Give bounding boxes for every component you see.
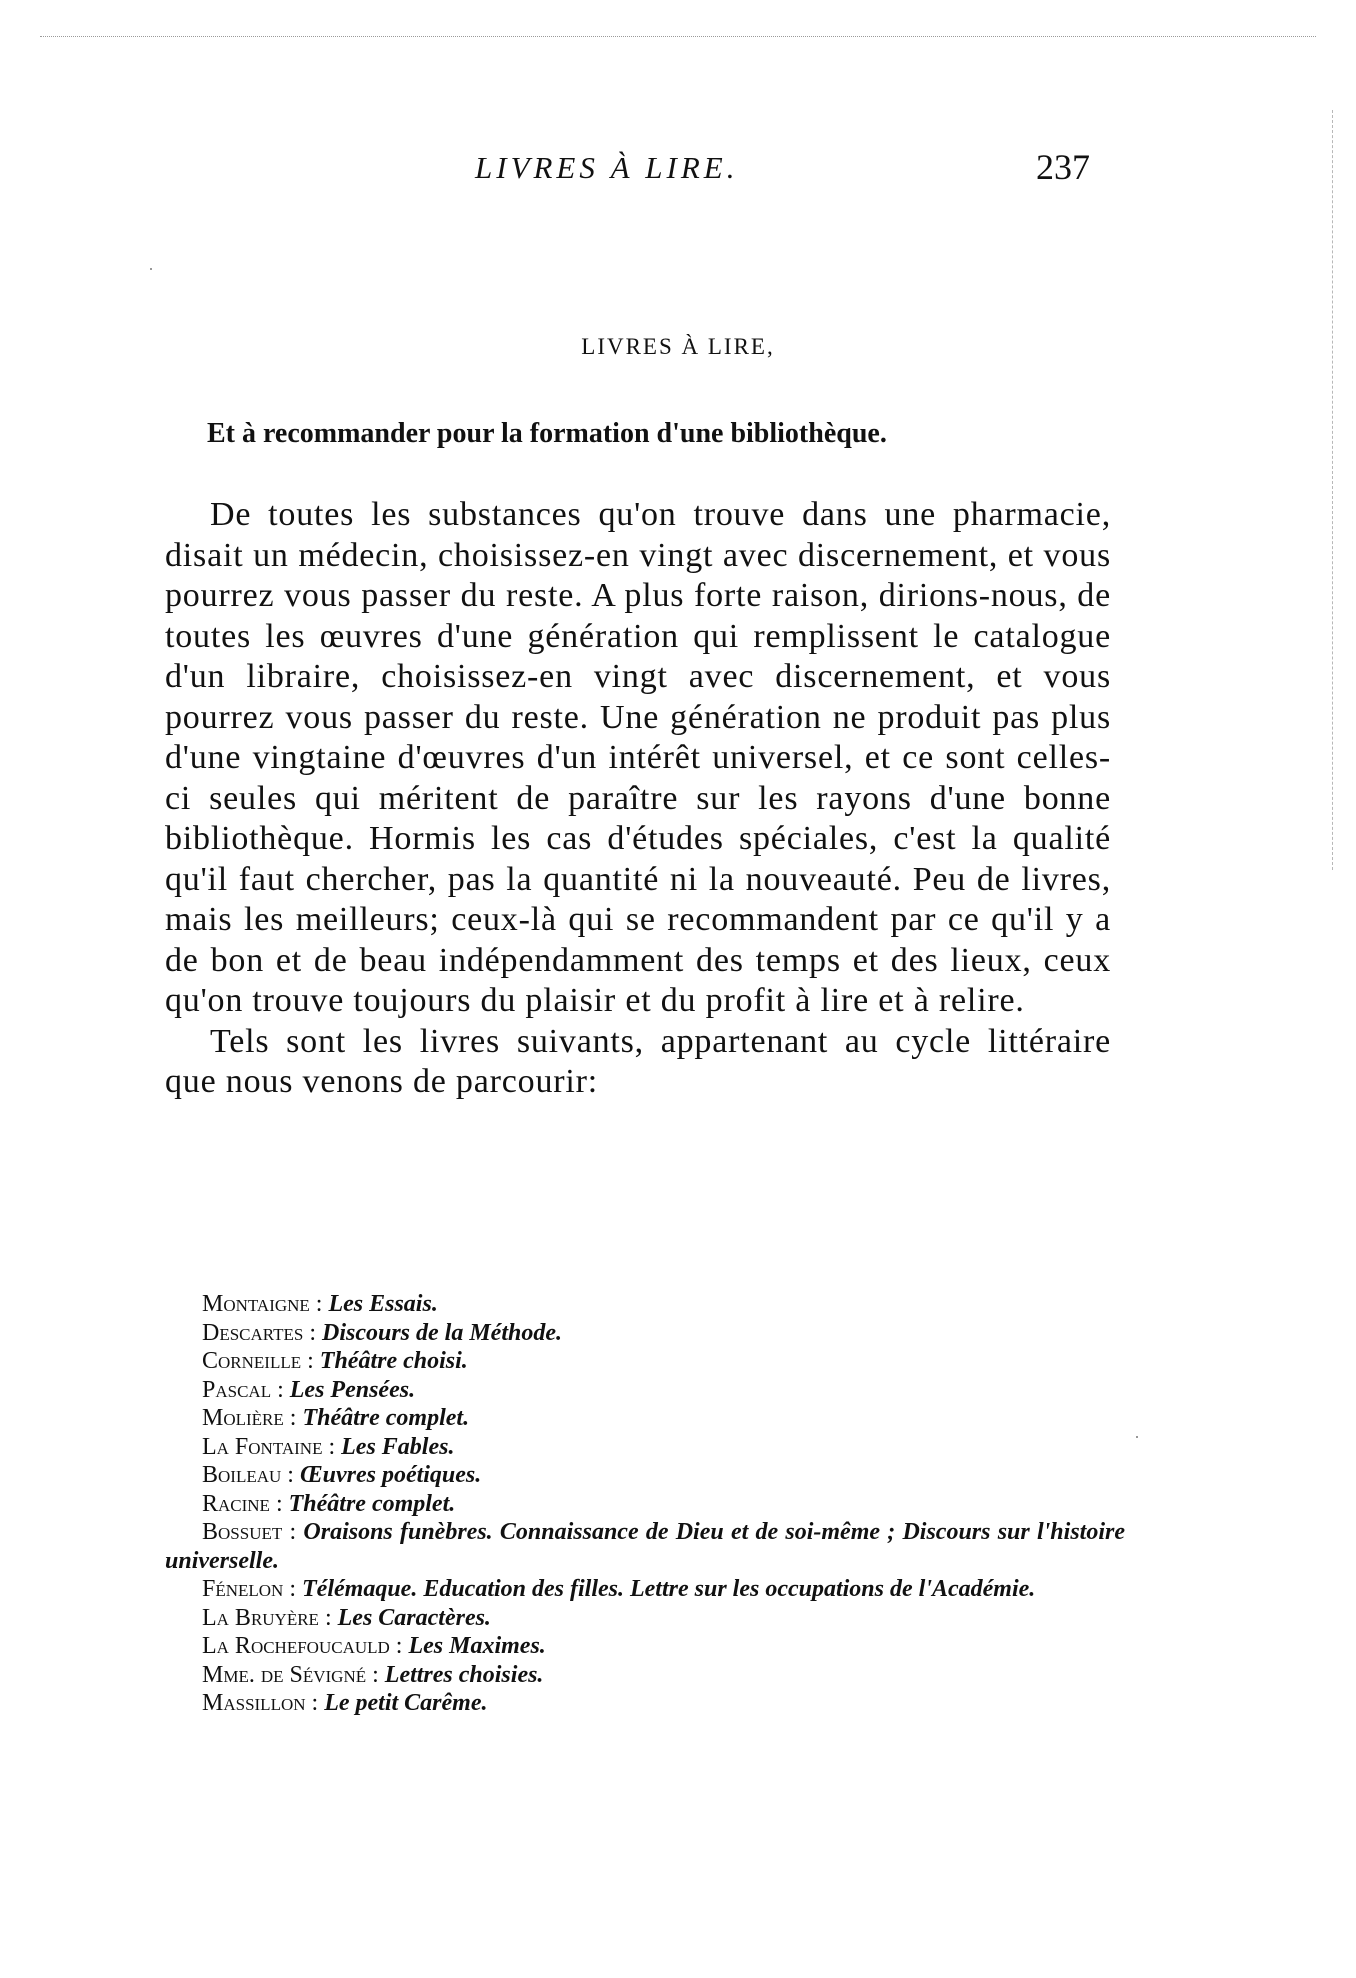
print-speck: [150, 268, 152, 270]
author-name: La Bruyère: [202, 1604, 319, 1631]
list-item: Molière : Théâtre complet.: [202, 1405, 470, 1431]
author-name: La Rochefoucauld: [202, 1633, 390, 1659]
paragraph: De toutes les substances qu'on trouve dans une pharmacie, disait un médecin, choisissez-en vingt avec discernement, et vous pourrez vous passer du reste. A plus forte raison, dirions-nous, de toutes les œuvres d'une génération qui remplissent le catalogue d'un libraire, choisissez-en vingt avec discernement, et vous pourrez vous passer du reste. Une génération ne produit pas plus d'une vingtaine d'œuvres d'un intérêt universel, et ce sont celles-ci seules qui méritent de paraître sur les rayons d'une bonne bibliothèque. Hormis les cas d'études spéciales, c'est la qualité qu'il faut chercher, pas la quantité ni la nouveauté. Peu de livres, mais les meilleurs; ceux-là qui se recommandent par ce qu'il y a de bon et de beau indépendamment des temps et des lieux, ceux qu'on trouve toujours du plaisir et du profit à lire et à relire.: [165, 496, 1111, 1019]
author-name: Massillon: [202, 1690, 306, 1716]
author-name: Molière: [202, 1405, 284, 1431]
author-name: La Fontaine: [202, 1433, 323, 1460]
list-item: Fénelon : Télémaque. Education des filles. Lettre sur les occupations de l'Académie.: [202, 1576, 1036, 1602]
author-name: Montaigne: [202, 1291, 310, 1317]
list-item: Racine : Théâtre complet.: [202, 1490, 456, 1517]
work-titles: Les Maximes.: [408, 1633, 546, 1659]
author-name: Racine: [202, 1490, 270, 1517]
author-name: Fénelon: [202, 1576, 284, 1602]
list-item: La Bruyère : Les Caractères.: [202, 1604, 491, 1631]
work-titles: Les Pensées.: [289, 1376, 416, 1403]
print-speck: [1136, 1436, 1138, 1438]
running-title: LIVRES À LIRE.: [475, 150, 739, 185]
list-item: La Rochefoucauld : Les Maximes.: [202, 1633, 546, 1659]
paragraph: Tels sont les livres suivants, appartenant au cycle littéraire que nous venons de parcourir:: [165, 1022, 1111, 1100]
page-number: 237: [1036, 147, 1090, 187]
author-name: Pascal: [202, 1376, 272, 1403]
work-titles: Le petit Carême.: [324, 1690, 488, 1716]
work-titles: Les Essais.: [328, 1291, 438, 1317]
gutter-rule: [1332, 110, 1333, 870]
list-item: La Fontaine : Les Fables.: [202, 1433, 455, 1460]
author-name: Corneille: [202, 1348, 302, 1374]
list-item: Descartes : Discours de la Méthode.: [202, 1319, 562, 1346]
body-text: [165, 495, 1111, 1103]
author-name: Bossuet: [202, 1519, 283, 1545]
work-titles: Les Caractères.: [337, 1604, 491, 1631]
list-item: Bossuet : Oraisons funèbres. Connaissance de Dieu et de soi-même ; Discours sur l'histoire universelle.: [165, 1519, 1125, 1574]
work-titles: Œuvres poétiques.: [299, 1462, 482, 1488]
work-titles: Théâtre complet.: [302, 1405, 470, 1431]
list-item: Corneille : Théâtre choisi.: [202, 1348, 468, 1374]
book-list: [165, 1290, 1125, 1718]
work-titles: Théâtre complet.: [288, 1490, 456, 1517]
work-titles: Théâtre choisi.: [319, 1348, 468, 1374]
work-titles: Télémaque. Education des filles. Lettre sur les occupations de l'Académie.: [302, 1576, 1036, 1602]
author-name: Mme. de Sévigné: [202, 1661, 367, 1688]
work-titles: Lettres choisies.: [384, 1661, 544, 1688]
author-name: Boileau: [202, 1462, 282, 1488]
work-titles: Les Fables.: [341, 1433, 455, 1460]
list-item: Massillon : Le petit Carême.: [202, 1690, 488, 1716]
work-titles: Discours de la Méthode.: [322, 1319, 562, 1346]
section-subtitle: Et à recommander pour la formation d'une bibliothèque.: [207, 418, 887, 449]
list-item: Montaigne : Les Essais.: [202, 1291, 438, 1317]
author-name: Descartes: [202, 1319, 304, 1346]
list-item: Boileau : Œuvres poétiques.: [202, 1462, 482, 1488]
list-item: Mme. de Sévigné : Lettres choisies.: [202, 1661, 544, 1688]
list-item: Pascal : Les Pensées.: [202, 1376, 416, 1403]
page-edge-rule: [40, 36, 1316, 37]
running-head: [0, 147, 1356, 198]
work-titles: Oraisons funèbres. Connaissance de Dieu et de soi-même ; Discours sur l'histoire universelle.: [165, 1519, 1125, 1574]
section-title: LIVRES À LIRE,: [581, 334, 775, 359]
